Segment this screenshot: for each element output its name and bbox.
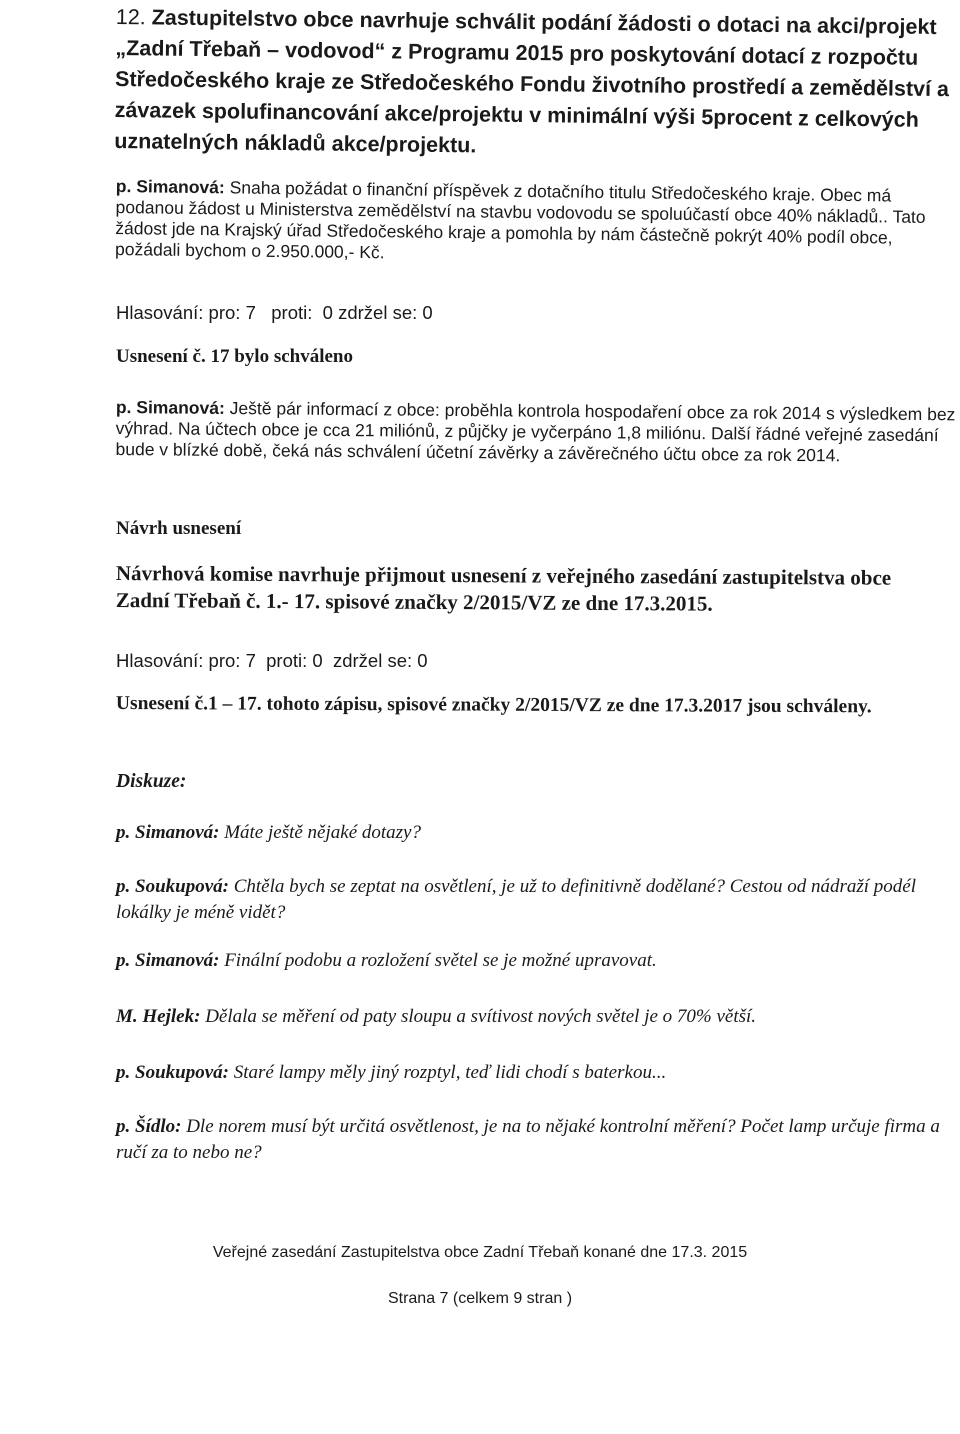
discussion-text: Dělala se měření od paty sloupu a svítivost nových světel je o 70% větší. (205, 1006, 757, 1027)
discussion-entry (116, 948, 946, 974)
vote-result-2: Hlasování: pro: 7 proti: 0 zdržel se: 0 (116, 650, 428, 671)
discussion-entry (116, 1004, 946, 1030)
proposal-heading: Návrh usnesení (116, 518, 242, 539)
speaker-name: p. Simanová: (116, 822, 220, 843)
statement-simanova-2 (115, 397, 956, 467)
discussion-text: Máte ještě nějaké dotazy? (224, 822, 421, 843)
speaker-name: p. Soukupová: (116, 1062, 229, 1083)
page-footer: Veřejné zasedání Zastupitelstva obce Zadní Třebaň konané dne 17.3. 2015 (212, 1244, 748, 1261)
proposal-text: Návrhová komise navrhuje přijmout usnesení z veřejného zasedání zastupitelstva obce Zadní Třebaň č. 1.- 17. spisové značky 2/2015/VZ ze dne 17.3.2015. (115, 561, 892, 616)
speaker-name: p. Simanová: (115, 397, 225, 418)
speaker-name: p. Šídlo: (116, 1116, 182, 1137)
speaker-name: p. Simanová: (115, 176, 225, 198)
discussion-entry (116, 1114, 946, 1166)
discussion-text: Finální podobu a rozložení světel se je možné upravovat. (224, 950, 657, 971)
statement-text: Ještě pár informací z obce: proběhla kontrola hospodaření obce za rok 2014 s výsledkem bez výhrad. Na účtech obce je cca 21 miliónů, z půjčky je vyčerpáno 1,8 miliónu. Další řádné veřejné zasedání bude v blízké době, čeká nás schválení účetní závěrky a závěrečného účtu obce za rok 2014. (115, 397, 956, 466)
agenda-item-title: Zastupitelstvo obce navrhuje schválit podání žádosti o dotaci na akci/projekt „Zadní Třebaň – vodovod“ z Programu 2015 pro poskytování dotací z rozpočtu Středočeského kraje ze Středočeského Fondu životního prostředí a zemědělství a závazek spolufinancování akce/projektu v minimální výši 5procent z celkových uznatelných nákladů akce/projektu. (114, 5, 950, 158)
discussion-entry (116, 1060, 946, 1086)
discussion-entry (116, 820, 946, 846)
discussion-text: Staré lampy měly jiný rozptyl, teď lidi chodí s baterkou... (233, 1062, 667, 1083)
statement-simanova-1 (115, 176, 960, 270)
page-number: Strana 7 (celkem 9 stran ) (387, 1290, 573, 1307)
speaker-name: p. Soukupová: (116, 876, 229, 897)
speaker-name: p. Simanová: (116, 950, 220, 971)
discussion-text: Chtěla bych se zeptat na osvětlení, je už to definitivně dodělané? Cestou od nádraží podél lokálky je méně vidět? (116, 876, 917, 923)
discussion-entry (116, 874, 946, 926)
agenda-item-number: 12. (115, 4, 146, 30)
discussion-heading: Diskuze: (116, 771, 187, 792)
discussion-text: Dle norem musí být určitá osvětlenost, je na to nějaké kontrolní měření? Počet lamp určuje firma a ručí za to nebo ne? (116, 1116, 940, 1163)
resolution-final: Usnesení č.1 – 17. tohoto zápisu, spisové značky 2/2015/VZ ze dne 17.3.2017 jsou schváleny. (115, 693, 872, 718)
agenda-item-12 (114, 2, 960, 167)
speaker-name: M. Hejlek: (116, 1006, 201, 1027)
statement-text: Snaha požádat o finanční příspěvek z dotačního titulu Středočeského kraje. Obec má podanou žádost u Ministerstva zemědělství na stavbu vodovodu se spoluúčastí obce 40% nákladů.. Tato žádost jde na Krajský úřad Středočeského kraje a pomohla by nám částečně pokrýt 40% podíl obce, požádali bychom o 2.950.000,- Kč. (114, 177, 926, 263)
resolution-17: Usnesení č. 17 bylo schváleno (116, 346, 353, 367)
vote-result-1: Hlasování: pro: 7 proti: 0 zdržel se: 0 (116, 302, 433, 323)
